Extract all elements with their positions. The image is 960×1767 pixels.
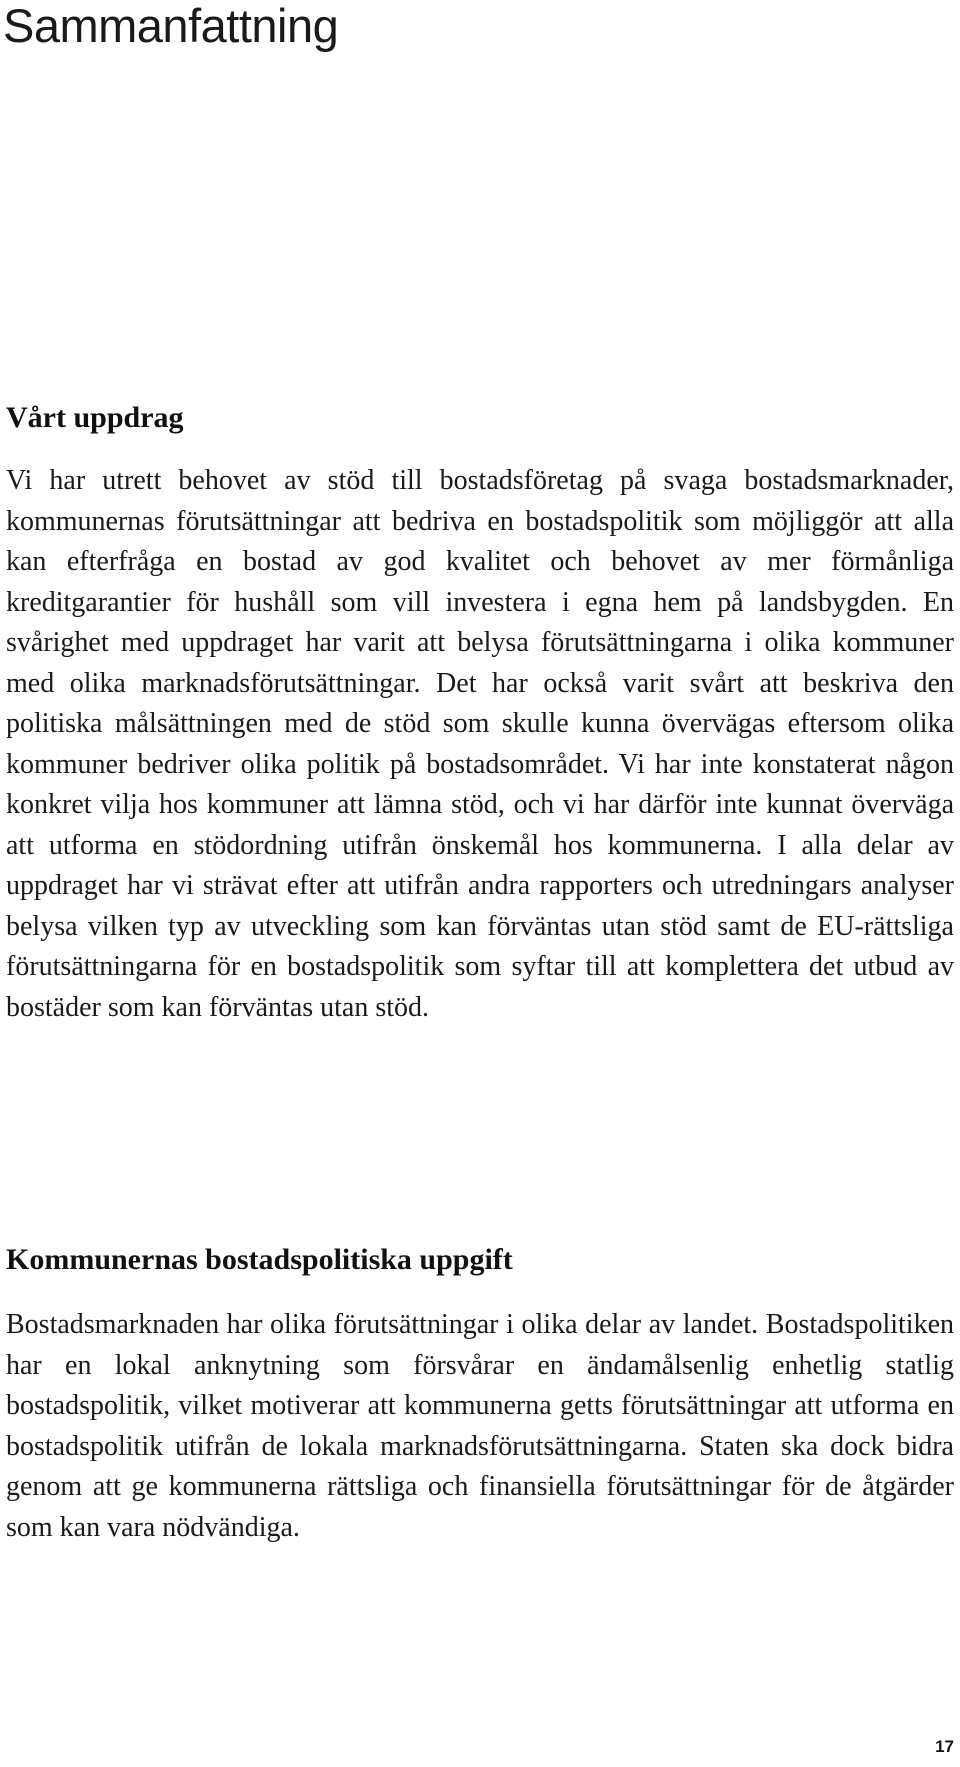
section-heading: Vårt uppdrag [6, 401, 184, 434]
section-vart-uppdrag [6, 400, 954, 1028]
section-heading: Kommunernas bostadspolitiska uppgift [6, 1243, 513, 1276]
section-paragraph: Bostadsmarknaden har olika förutsättningar i olika delar av landet. Bostadspolitiken har en lokal anknytning som försvårar en ändamålsenlig enhetlig statlig bostadspolitik, vilket motiverar att kommunerna getts förutsättningar att utforma en bostadspolitik utifrån de lokala marknadsförutsättningarna. Staten ska dock bidra genom att ge kommunerna rättsliga och finansiella förutsättningar för de åtgärder som kan vara nödvändiga. [6, 1309, 954, 1543]
section-paragraph: Vi har utrett behovet av stöd till bostadsföretag på svaga bostadsmarknader, kommunernas förutsättningar att bedriva en bostadspolitik som möjliggör att alla kan efterfråga en bostad av god kvalitet och behovet av mer förmånliga kreditgarantier för hushåll som vill investera i egna hem på landsbygden. En svårighet med uppdraget har varit att belysa förutsättningarna i olika kommuner med olika marknadsförutsättningar. Det har också varit svårt att beskriva den politiska målsättningen med de stöd som skulle kunna övervägas eftersom olika kommuner bedriver olika politik på bostadsområdet. Vi har inte konstaterat någon konkret vilja hos kommuner att lämna stöd, och vi har därför inte kunnat överväga att utforma en stödordning utifrån önskemål hos kommunerna. I alla delar av uppdraget har vi strävat efter att utifrån andra rapporters och utredningars analyser belysa vilken typ av utveckling som kan förväntas utan stöd samt de EU-rättsliga förutsättningarna för en bostadspolitik som syftar till att komplettera det utbud av bostäder som kan förväntas utan stöd. [6, 465, 954, 1023]
page-title: Sammanfattning [3, 0, 339, 52]
page-number: 17 [935, 1737, 954, 1756]
section-kommunernas-bostadspolitiska-uppgift [6, 1242, 954, 1548]
